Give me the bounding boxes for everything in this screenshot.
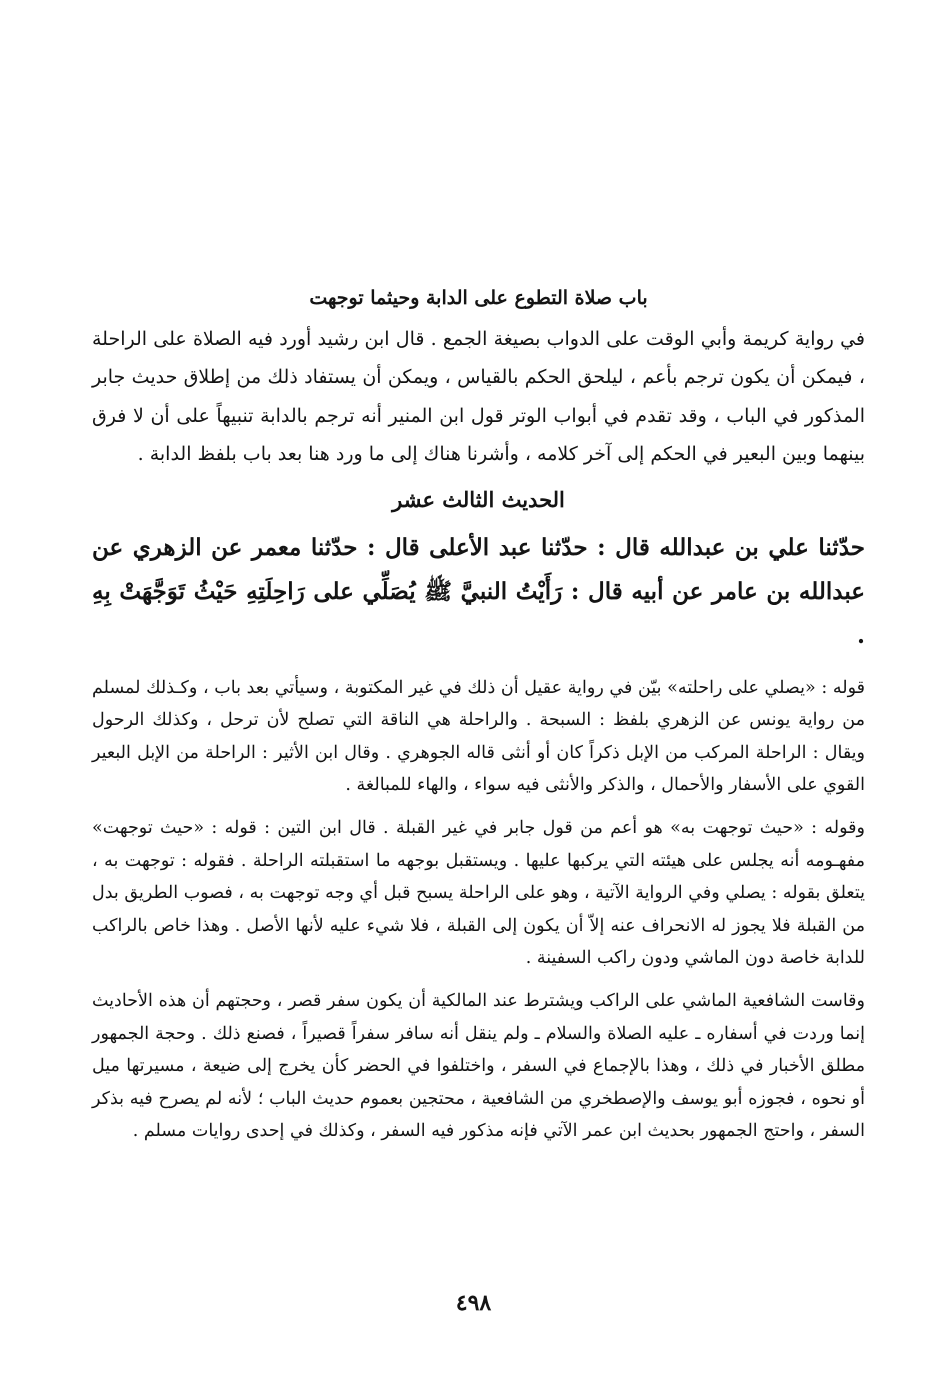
intro-paragraph: في رواية كريمة وأبي الوقت على الدواب بصيغة الجمع . قال ابن رشيد أورد فيه الصلاة على الراحلة ، فيمكن أن يكون ترجم بأعم ، ليلحق الحكم بالقياس ، ويمكن أن يستفاد ذلك من إطلاق حديث جابر المذكور في الباب ، وقد تقدم في أبواب الوتر قول ابن المنير أنه ترجم بالدابة تنبيهاً على أن لا فرق بينهما وبين البعير في الحكم إلى آخر كلامه ، وأشرنا هناك إلى ما ورد هنا بعد باب بلفظ الدابة . [92,328,865,466]
page-number: ٤٩٨ [455,1290,492,1316]
commentary-paragraph-3: وقاست الشافعية الماشي على الراكب ويشترط عند المالكية أن يكون سفر قصر ، وحجتهم أن هذه الأحاديث إنما وردت في أسفاره ـ عليه الصلاة والسلام ـ ولم ينقل أنه سافر سفراً قصيراً ، فصنع ذلك . وحجة الجمهور مطلق الأخبار في ذلك ، وهذا بالإجماع في السفر ، واختلفوا في الحضر كأن يخرج إلى ضيعة ، مسيرتها ميل أو نحوه ، فجوزه أبو يوسف والإصطخري من الشافعية ، محتجين بعموم حديث الباب ؛ لأنه لم يصرح فيه بذكر السفر ، واحتج الجمهور بحديث ابن عمر الآتي فإنه مذكور فيه السفر ، وكذلك في إحدى روايات مسلم . [92,990,865,1142]
hadith-text: حدّثنا علي بن عبدالله قال : حدّثنا عبد الأعلى قال : حدّثنا معمر عن الزهري عن عبدالله بن عامر عن أبيه قال : رَأَيْتُ النبيَّ ﷺ يُصَلِّي على رَاحِلَتِهِ حَيْثُ تَوَجَّهَتْ بِهِ . [92,533,865,649]
commentary-paragraph-1: قوله : «يصلي على راحلته» بيّن في رواية عقيل أن ذلك في غير المكتوبة ، وسيأتي بعد باب ، وكـذلك لمسلم من رواية يونس عن الزهري بلفظ : السبحة . والراحلة هي الناقة التي تصلح لأن ترحل ، وكذلك الرحول ويقال : الراحلة المركب من الإبل ذكراً كان أو أنثى قاله الجوهري . وقال ابن الأثير : الراحلة من الإبل البعير القوي على الأسفار والأحمال ، والذكر والأنثى فيه سواء ، والهاء للمبالغة . [92,677,865,796]
chapter-title: باب صلاة التطوع على الدابة وحيثما توجهت [309,287,648,309]
book-page [92,280,865,1158]
commentary-paragraph-2: وقوله : «حيث توجهت به» هو أعم من قول جابر في غير القبلة . قال ابن التين : قوله : «حيث توجهت» مفهـومه أنه يجلس على هيئته التي يركبها عليها . ويستقبل بوجهه ما استقبلته الراحلة . فقوله : توجهت به ، يتعلق بقوله : يصلي وفي الرواية الآتية ، وهو على الراحلة يسبح قبل أي وجه توجهت به ، فصوب الطريق بدل من القبلة فلا يجوز له الانحراف عنه إلاّ أن يكون إلى القبلة ، فلا شيء عليه لأنها الأصل . وهذا خاص بالراكب للدابة خاصة دون الماشي ودون راكب السفينة . [92,818,865,969]
hadith-title: الحديث الثالث عشر [392,486,565,512]
